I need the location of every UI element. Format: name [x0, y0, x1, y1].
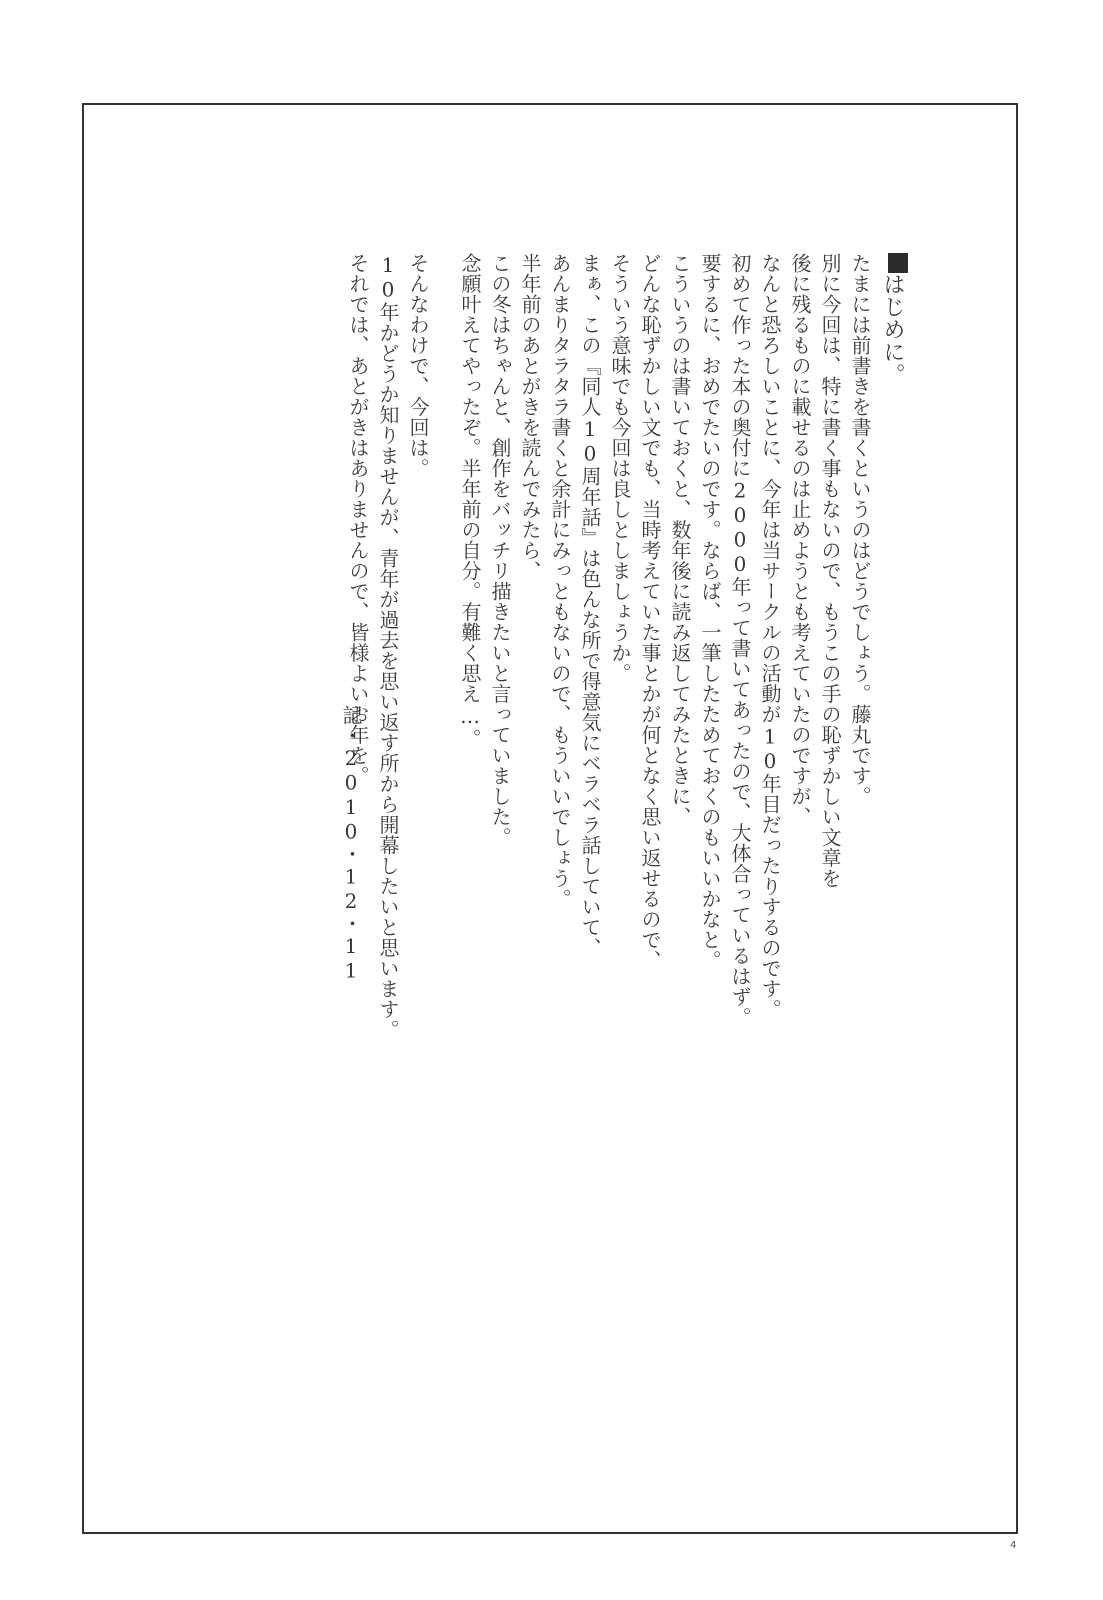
square-bullet-icon — [888, 253, 908, 273]
text-line: たまには前書きを書くというのはどうでしょう。藤丸です。 — [848, 253, 872, 807]
paragraph-2 — [455, 253, 545, 1553]
text-line: 別に今回は、特に書く事もないので、もうこの手の恥ずかしい文章を — [818, 253, 842, 889]
text-line: どんな恥ずかしい文でも、当時考えていた事とかが何となく思い返せるので、 — [638, 253, 662, 971]
text-line: 要するに、おめでたいのです。ならば、一筆したためておくのもいいかなと。 — [698, 253, 722, 971]
heading-title: はじめに。 — [880, 273, 905, 386]
foreword-text — [321, 253, 908, 1553]
text-line: こういうのは書いておくと、数年後に読み返してみたときに、 — [668, 253, 692, 827]
text-line: この冬はちゃんと、創作をバッチリ描きたいと言っていました。 — [488, 253, 512, 848]
text-line: 半年前のあとがきを読んでみたら、 — [518, 253, 542, 581]
text-line: 後に残るものに載せるのは止めようとも考えていたのですが、 — [788, 253, 812, 827]
text-line: 10年かどうか知りませんが、青年が過去を思い返す所から開幕したいと思います。 — [376, 253, 400, 1040]
text-line: そんなわけで、今回は。 — [406, 253, 430, 479]
section-heading — [877, 253, 908, 1553]
text-line: まぁ、この『同人10周年話』は色んな所で得意気にベラベラ話していて、 — [578, 253, 602, 958]
text-line: 念願叶えてやったぞ。半年前の自分。有難く思え…。 — [458, 253, 482, 749]
text-line: そういう意味でも今回は良しとしましょうか。 — [608, 253, 632, 684]
page-number: 4 — [1010, 1540, 1017, 1551]
signature-block — [336, 705, 366, 1305]
signature-date: 記・2010・12・11 — [339, 705, 363, 983]
page-frame — [82, 103, 1018, 1534]
text-line: 初めて作った本の奥付に2000年って書いてあったので、大体合っているはず。 — [728, 253, 752, 1028]
paragraph-1 — [545, 253, 875, 1553]
text-line: それでは、あとがきはありませんので、皆様よいお年を。 — [346, 253, 370, 786]
text-line: なんと恐ろしいことに、今年は当サークルの活動が10年目だったりするのです。 — [758, 253, 782, 1020]
text-line: あんまりタラタラ書くと余計にみっともないので、もういいでしょう。 — [548, 253, 572, 909]
